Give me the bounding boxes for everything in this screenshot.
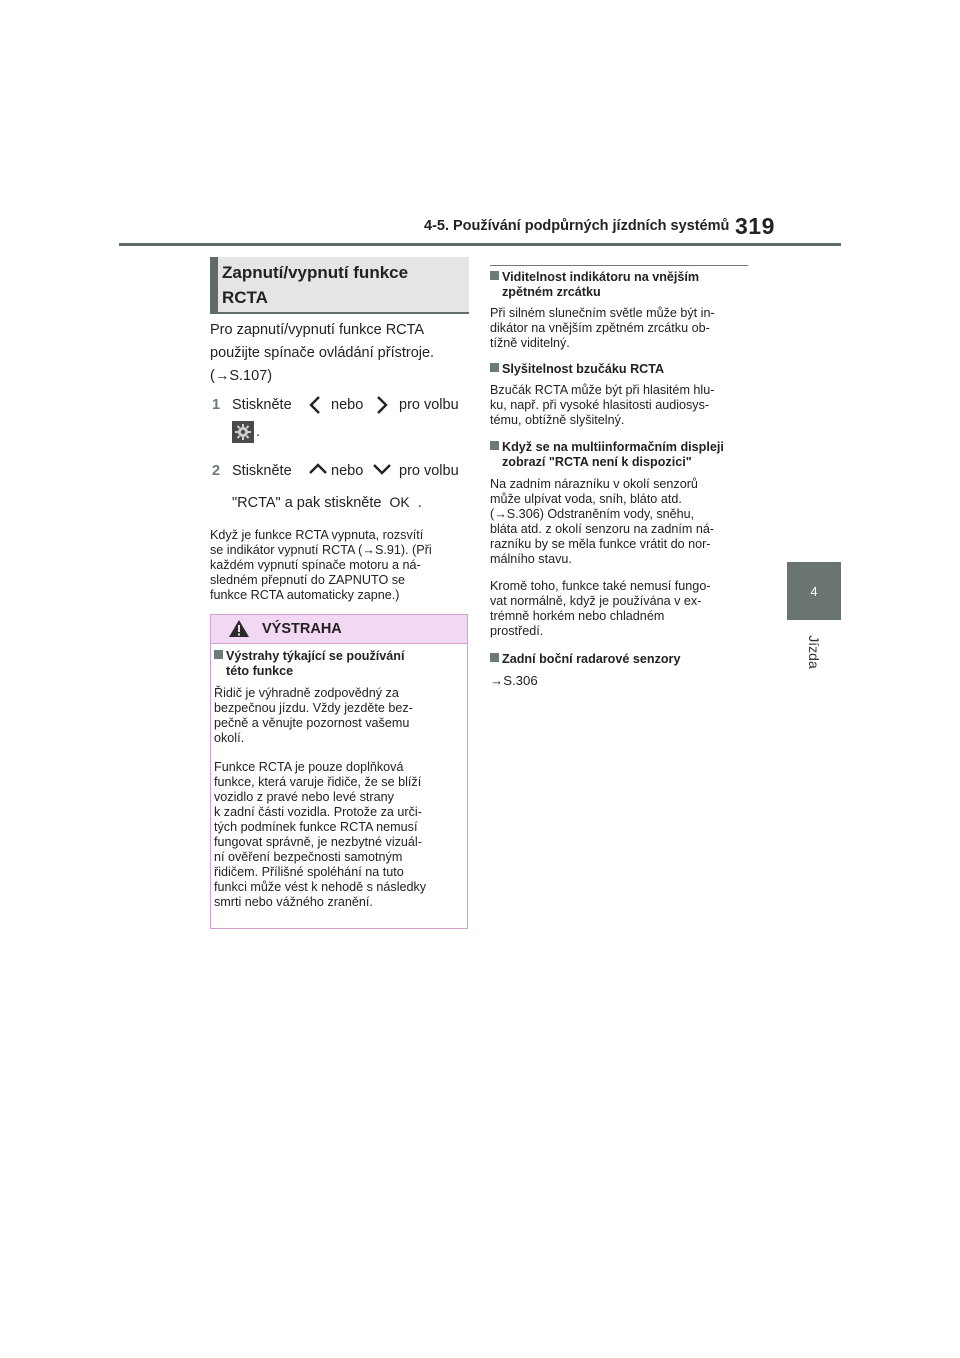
note-text: Když je funkce RCTA vypnuta, rozsvítí se indikátor vypnutí RCTA (→S.91). (Při každém vypnutí spínače motoru a ná- sledném přepnutí do ZAPNUTO se funkce RCTA automaticky zapne.) (210, 528, 432, 602)
step-1-text-c: pro volbu (399, 397, 459, 413)
section-heading-bar (210, 257, 218, 313)
text-rcta-environment: Kromě toho, funkce také nemusí fungo- vat normálně, když je používána v ex- trémně horkém nebo chladném prostředí. (490, 579, 711, 638)
step-1-text-a: Stiskněte (232, 397, 292, 413)
section-title: 4-5. Používání podpůrných jízdních systémů (424, 218, 730, 234)
text-buzzer-audibility: Bzučák RCTA může být při hlasitém hlu- ku, např. při vysoké hlasitosti audiosys- tému, obtížně slyšitelný. (490, 383, 715, 427)
chapter-label: Jízda (806, 635, 822, 669)
warning-paragraph-1: Řidič je výhradně zodpovědný za bezpečnou jízdu. Vždy jezděte bez- pečně a věnujte pozornost vašemu okolí. (214, 686, 413, 745)
header-rule (119, 243, 841, 246)
chevron-left-icon (309, 396, 321, 414)
intro-text: Pro zapnutí/vypnutí funkce RCTA použijte spínače ovládání přístroje. (→S.107) (210, 322, 435, 384)
bullet-square-icon (214, 650, 223, 659)
step-2-number: 2 (212, 463, 221, 479)
ok-button-glyph: OK (389, 494, 410, 510)
right-column-rule (490, 265, 748, 266)
step-2-text-b: nebo (331, 463, 364, 479)
heading-indicator-visibility: Viditelnost indikátoru na vnějším zpětném zrcátku (490, 270, 699, 300)
bullet-square-icon (490, 441, 499, 450)
step-2-line-2: "RCTA" a pak stiskněte OK . (232, 494, 422, 511)
warning-divider (211, 643, 467, 644)
heading-rcta-unavailable: Když se na multiinformačním displeji zobrazí "RCTA není k dispozici" (490, 440, 724, 470)
chapter-number: 4 (810, 583, 818, 599)
settings-gear-icon (232, 421, 254, 443)
step-2-text-c: pro volbu (399, 463, 459, 479)
warning-title: VÝSTRAHA (262, 621, 342, 637)
heading-buzzer-audibility: Slyšitelnost bzučáku RCTA (490, 362, 664, 377)
step-1-tail: . (256, 424, 261, 440)
chevron-up-icon (308, 463, 328, 475)
step-2-text-a: Stiskněte (232, 463, 292, 479)
section-heading: Zapnutí/vypnutí funkce RCTA (222, 263, 409, 307)
bullet-square-icon (490, 363, 499, 372)
bullet-square-icon (490, 653, 499, 662)
heading-radar-sensors: Zadní boční radarové senzory (490, 652, 680, 667)
chevron-down-icon (372, 463, 392, 475)
warning-heading: Výstrahy týkající se používání této funkce (214, 649, 405, 679)
page-number: 319 (735, 213, 775, 239)
warning-triangle-icon (228, 619, 250, 643)
section-heading-rule (210, 312, 469, 314)
step-1-text-b: nebo (331, 397, 364, 413)
chapter-tab (787, 562, 841, 620)
text-rcta-unavailable: Na zadním nárazníku v okolí senzorů může ulpívat voda, sníh, bláto atd. (→S.306) Odstraněním vody, sněhu, bláta atd. z okolí senzoru na zadním ná- razníku by se měla funkce vrátit do nor- málního stavu. (490, 477, 715, 566)
warning-paragraph-2: Funkce RCTA je pouze doplňková funkce, která varuje řidiče, že se blíží vozidlo z pravé nebo levé strany k zadní části vozidla. Protože za urči- tých podmínek funkce RCTA nemusí fungovat správně, je nezbytné vizuál- ní ověření bezpečnosti samotným řidičem. Přílišné spoléhání na tuto funkci může vést k nehodě s následky smrti nebo vážného zranění. (214, 760, 427, 909)
step-1-number: 1 (212, 397, 221, 413)
text-indicator-visibility: Při silném slunečním světle může být in- dikátor na vnějším zpětném zrcátku ob- tížně viditelný. (490, 306, 715, 350)
bullet-square-icon (490, 271, 499, 280)
link-radar-sensors[interactable]: →S.306 (490, 673, 538, 688)
chevron-right-icon (376, 396, 388, 414)
